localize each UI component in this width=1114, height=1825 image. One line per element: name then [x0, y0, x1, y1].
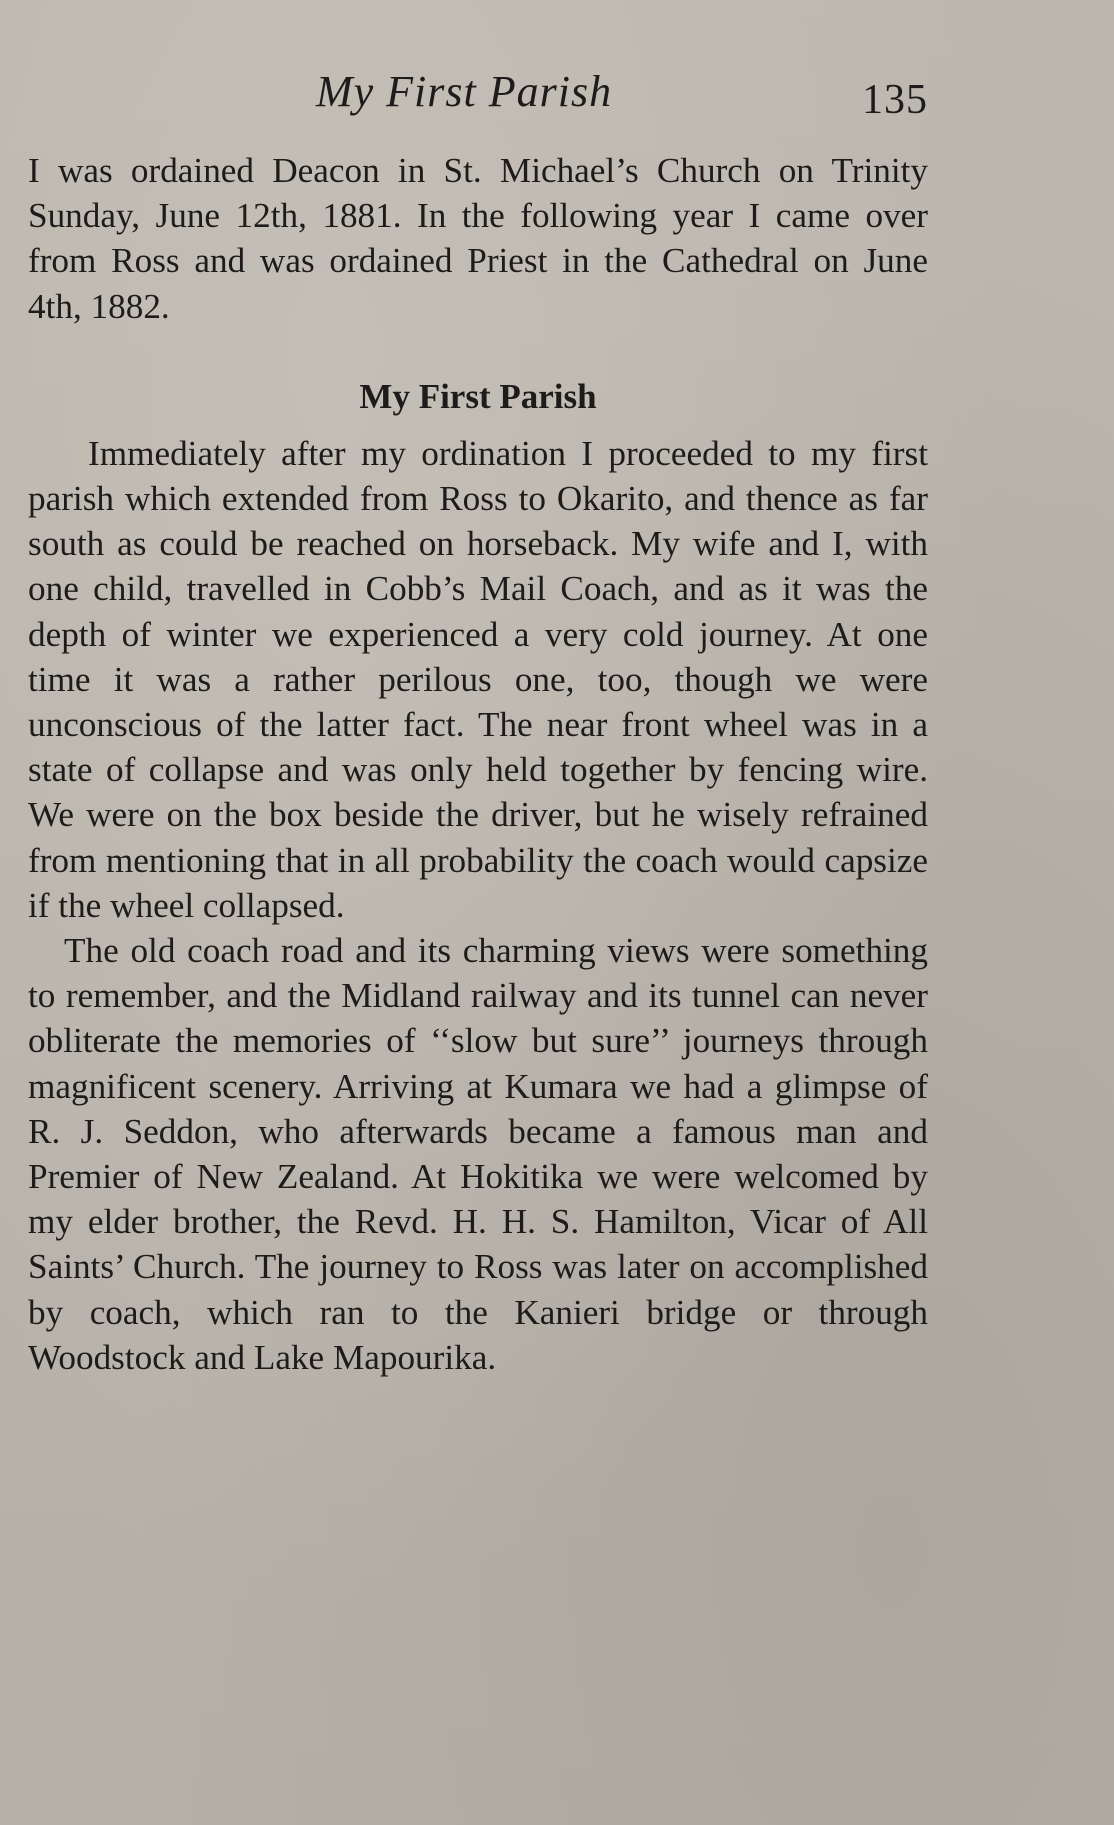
body-text: [28, 148, 928, 1380]
section-heading: My First Parish: [359, 376, 597, 416]
running-title: My First Parish: [316, 67, 613, 116]
paragraph-first-parish: Immediately after my ordination I proceeded to my first parish which extended from Ross to Okarito, and thence as far south as could be reached on horseback. My wife and I, with one child, travelled in Cobb’s Mail Coach, and as it was the depth of winter we experienced a very cold journey. At one time it was a rather perilous one, too, though we were unconscious of the latter fact. The near front wheel was in a state of collapse and was only held together by fencing wire. We were on the box beside the driver, but he wisely refrained from mentioning that in all probability the coach would capsize if the wheel collapsed.: [28, 433, 928, 925]
paragraph-coach-road: The old coach road and its charming views were something to remember, and the Midland railway and its tunnel can never obliterate the memories of ‘‘slow but sure’’ journeys through magnificent scenery. Arriving at Kumara we had a glimpse of R. J. Seddon, who afterwards became a famous man and Premier of New Zealand. At Hokitika we were welcomed by my elder brother, the Revd. H. H. S. Hamilton, Vicar of All Saints’ Church. The journey to Ross was later on accomplished by coach, which ran to the Kanieri bridge or through Woodstock and Lake Mapourika.: [28, 931, 928, 1377]
paragraph-ordination: I was ordained Deacon in St. Michael’s Church on Trinity Sunday, June 12th, 1881. In the following year I came over from Ross and was ordained Priest in the Cathedral on June 4th, 1882.: [28, 151, 928, 326]
page-number: 135: [862, 77, 928, 123]
running-head: [28, 66, 928, 126]
